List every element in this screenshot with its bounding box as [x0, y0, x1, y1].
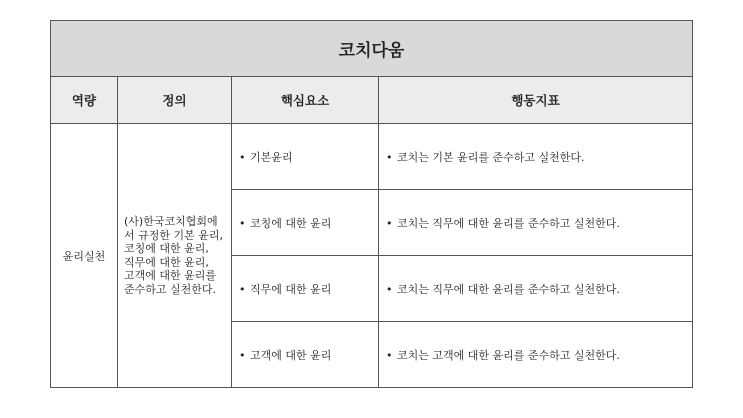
key-element-cell — [232, 190, 379, 256]
table-title: 코치다움 — [51, 21, 693, 77]
competency-table-container — [50, 20, 692, 394]
behavior-cell — [379, 190, 693, 256]
bullet-icon: • — [386, 348, 393, 362]
bullet-icon: • — [239, 348, 246, 362]
header-definition: 정의 — [118, 77, 232, 124]
definition-line: (사)한국코치협회에 — [124, 215, 218, 228]
definition-line: 직무에 대한 윤리, — [124, 255, 209, 269]
bullet-icon: • — [386, 150, 393, 164]
behavior-text: 코치는 기본 윤리를 준수하고 실천한다. — [397, 150, 585, 164]
definition-line: 준수하고 실천한다. — [124, 282, 217, 296]
behavior-cell — [379, 256, 693, 322]
competency-table — [50, 20, 693, 388]
header-competency: 역량 — [51, 77, 118, 124]
bullet-icon: • — [239, 282, 246, 296]
behavior-text: 코치는 직무에 대한 윤리를 준수하고 실천한다. — [397, 282, 620, 296]
header-behavior-indicators: 행동지표 — [379, 77, 693, 124]
key-element-text: 기본윤리 — [250, 150, 293, 164]
definition-cell — [118, 124, 232, 388]
bullet-icon: • — [239, 150, 246, 164]
behavior-cell — [379, 124, 693, 190]
key-element-text: 직무에 대한 윤리 — [250, 282, 332, 296]
key-element-cell — [232, 322, 379, 388]
header-key-elements: 핵심요소 — [232, 77, 379, 124]
key-element-text: 고객에 대한 윤리 — [250, 348, 332, 362]
behavior-text: 코치는 고객에 대한 윤리를 준수하고 실천한다. — [397, 348, 620, 362]
key-element-cell — [232, 256, 379, 322]
competency-cell: 윤리실천 — [51, 124, 118, 388]
definition-line: 코칭에 대한 윤리, — [124, 242, 209, 255]
table-row — [51, 124, 693, 190]
definition-line: 고객에 대한 윤리를 — [124, 269, 217, 282]
bullet-icon: • — [386, 282, 393, 296]
behavior-cell — [379, 322, 693, 388]
bullet-icon: • — [386, 216, 393, 230]
key-element-text: 코칭에 대한 윤리 — [250, 216, 332, 230]
behavior-text: 코치는 직무에 대한 윤리를 준수하고 실천한다. — [397, 216, 620, 230]
definition-line: 서 규정한 기본 윤리, — [124, 228, 223, 242]
key-element-cell — [232, 124, 379, 190]
bullet-icon: • — [239, 216, 246, 230]
